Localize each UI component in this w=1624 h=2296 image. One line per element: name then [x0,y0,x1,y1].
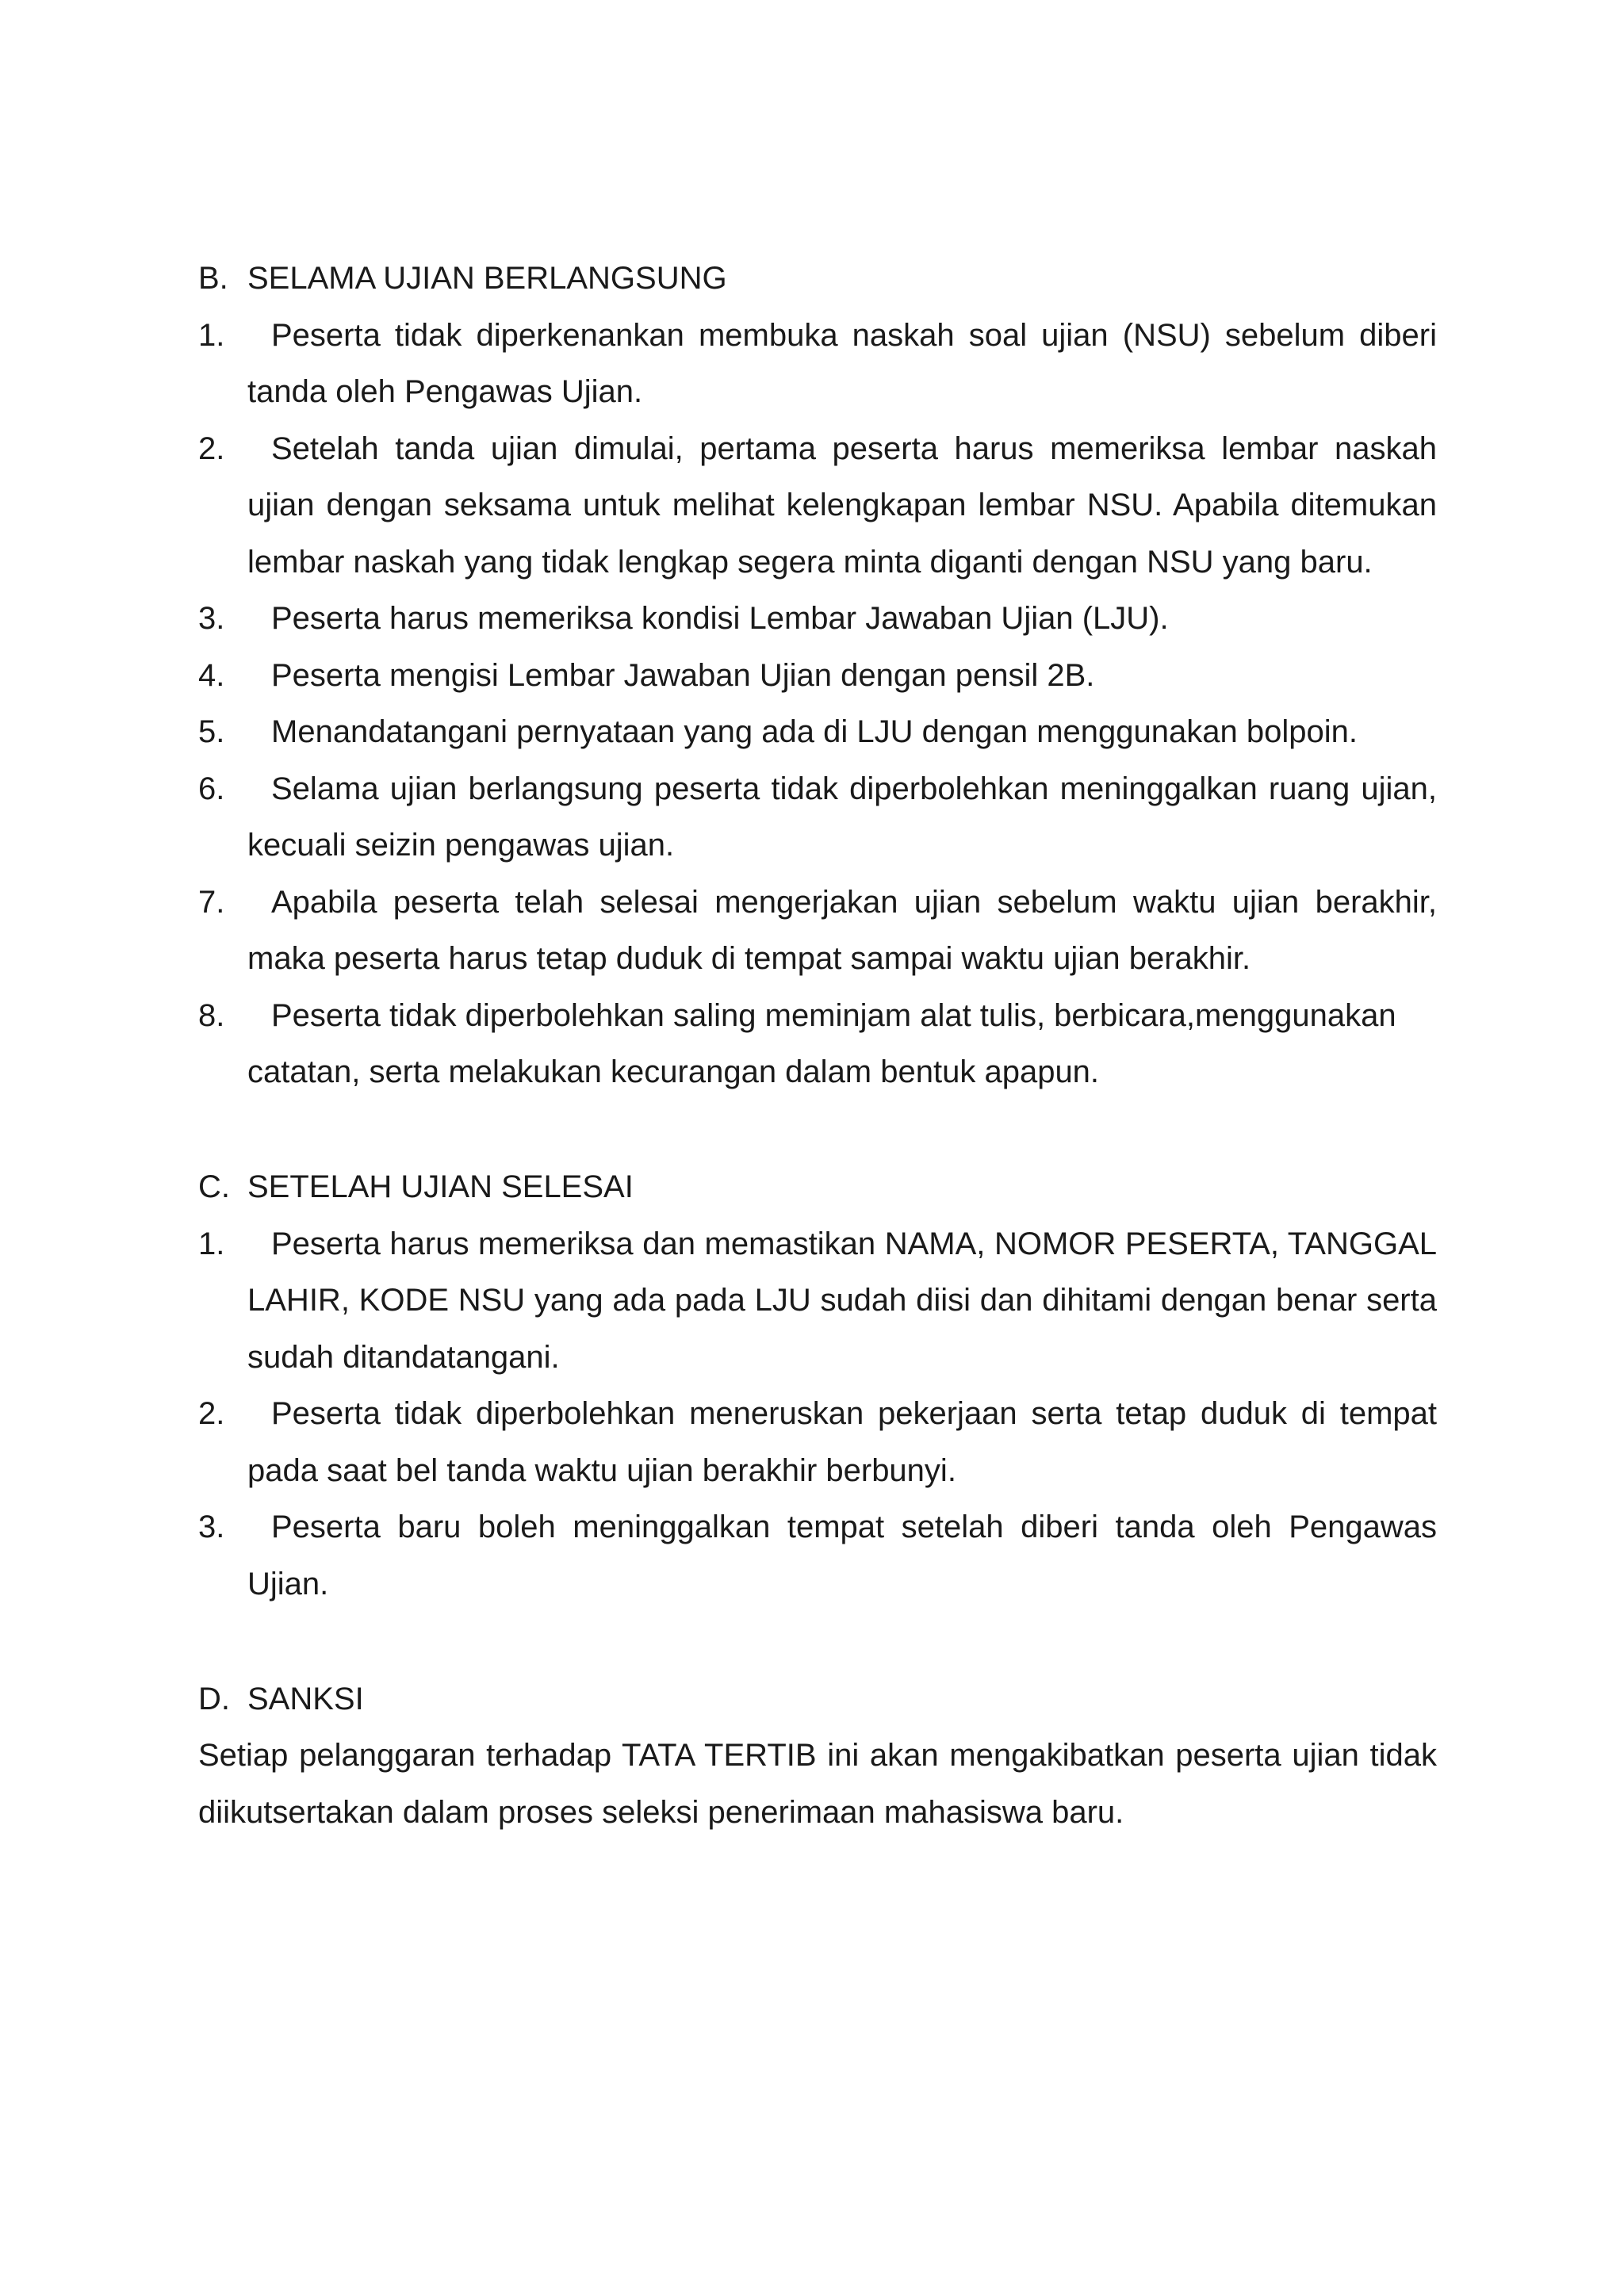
section-heading-b [198,251,1437,308]
item-text: Peserta harus memeriksa kondisi Lembar Jawaban Ujian (LJU). [271,601,1169,636]
section-spacer [198,1613,1437,1671]
item-text: Peserta tidak diperbolehkan saling meminjam alat tulis, berbicara,menggunakan catatan, serta melakukan kecurangan dalam bentuk apapun. [247,997,1396,1089]
document-content [198,251,1437,1841]
list-item [198,308,1437,421]
item-number: 5. [198,714,225,749]
list-item [198,591,1437,648]
item-number: 1. [198,317,225,353]
section-letter: C. [198,1169,230,1204]
item-number: 4. [198,657,225,693]
item-number: 3. [198,1510,225,1544]
list-item [198,1499,1437,1613]
item-number: 8. [198,997,225,1033]
section-heading-c [198,1159,1437,1216]
item-number: 3. [198,601,225,636]
list-item [198,1216,1437,1387]
section-title: SELAMA UJIAN BERLANGSUNG [247,261,727,296]
item-text: Peserta tidak diperbolehkan meneruskan pekerjaan serta tetap duduk di tempat pada saat bel tanda waktu ujian berakhir berbunyi. [247,1396,1437,1488]
list-item [198,874,1437,988]
section-title: SANKSI [247,1681,364,1716]
list-item [198,704,1437,761]
item-text: Peserta baru boleh meninggalkan tempat setelah diberi tanda oleh Pengawas Ujian. [247,1510,1437,1601]
item-number: 2. [198,430,225,466]
item-text: Menandatangani pernyataan yang ada di LJU dengan menggunakan bolpoin. [271,714,1358,749]
section-letter: B. [198,261,228,296]
item-text: Peserta tidak diperkenankan membuka naskah soal ujian (NSU) sebelum diberi tanda oleh Pengawas Ujian. [247,317,1437,409]
sanction-paragraph: Setiap pelanggaran terhadap TATA TERTIB ini akan mengakibatkan peserta ujian tidak diikutsertakan dalam proses seleksi penerimaan mahasiswa baru. [198,1738,1437,1830]
item-number: 1. [198,1226,225,1261]
section-heading-d [198,1671,1437,1728]
item-text: Apabila peserta telah selesai mengerjakan ujian sebelum waktu ujian berakhir, maka peserta harus tetap duduk di tempat sampai waktu ujian berakhir. [247,884,1437,976]
list-item [198,648,1437,705]
item-number: 6. [198,771,225,806]
list-item [198,1386,1437,1499]
list-item [198,988,1437,1101]
item-number: 2. [198,1396,225,1431]
item-text: Peserta mengisi Lembar Jawaban Ujian dengan pensil 2B. [271,657,1095,693]
item-text: Setelah tanda ujian dimulai, pertama peserta harus memeriksa lembar naskah ujian dengan seksama untuk melihat kelengkapan lembar NSU. Apabila ditemukan lembar naskah yang tidak lengkap segera minta diganti dengan NSU yang baru. [247,430,1437,580]
item-text: Selama ujian berlangsung peserta tidak diperbolehkan meninggalkan ruang ujian, kecuali seizin pengawas ujian. [247,771,1437,863]
item-text: Peserta harus memeriksa dan memastikan NAMA, NOMOR PESERTA, TANGGAL LAHIR, KODE NSU yang ada pada LJU sudah diisi dan dihitami dengan benar serta sudah ditandatangani. [247,1226,1437,1375]
list-item [198,421,1437,591]
section-title: SETELAH UJIAN SELESAI [247,1169,634,1204]
list-item [198,761,1437,874]
section-spacer [198,1101,1437,1160]
section-letter: D. [198,1681,230,1716]
item-number: 7. [198,884,225,920]
